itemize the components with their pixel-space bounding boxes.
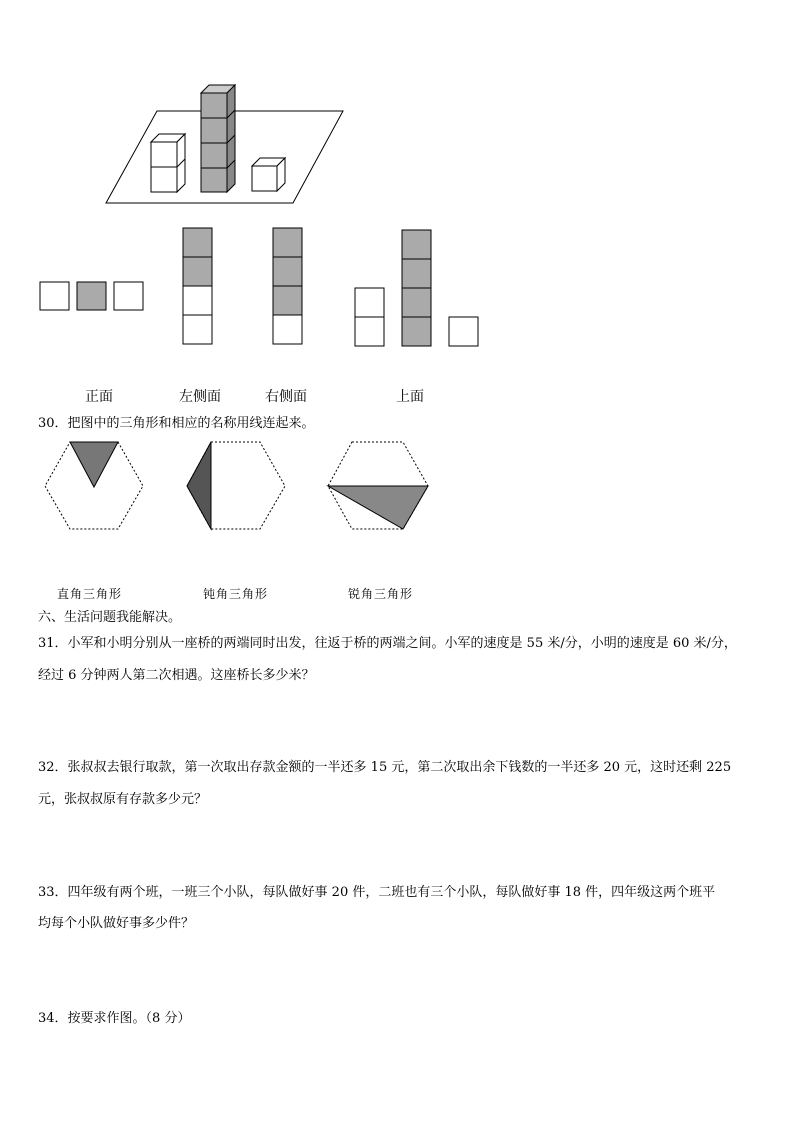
left-view-label: 左侧面 xyxy=(179,389,221,405)
top-view-label: 上面 xyxy=(396,389,424,405)
hexagon-figures xyxy=(0,0,794,560)
question-31-line2: 经过 6 分钟两人第二次相遇。这座桥长多少米？ xyxy=(38,668,315,683)
question-31-line1: 31．小军和小明分别从一座桥的两端同时出发，往返于桥的两端之间。小军的速度是 55 米/分，小明的速度是 60 米/分， xyxy=(38,636,737,651)
question-33-line2: 均每个小队做好事多少件？ xyxy=(38,916,195,931)
question-33-line1: 33．四年级有两个班，一班三个小队，每队做好事 20 件，二班也有三个小队，每队做好事 18 件，四年级这两个班平 xyxy=(38,885,716,900)
question-32-line1: 32．张叔叔去银行取款，第一次取出存款金额的一半还多 15 元，第二次取出余下钱数的一半还多 20 元，这时还剩 225 xyxy=(38,760,732,775)
triangle-acute xyxy=(70,442,118,487)
triangle-label-obtuse: 钝角三角形 xyxy=(203,587,269,601)
question-32-line2: 元，张叔叔原有存款多少元？ xyxy=(38,792,208,807)
triangle-label-right: 直角三角形 xyxy=(57,587,123,601)
triangle-right xyxy=(187,442,211,529)
triangle-obtuse xyxy=(328,486,428,529)
question-34: 34．按要求作图。（8 分） xyxy=(38,1011,191,1026)
question-30: 30．把图中的三角形和相应的名称用线连起来。 xyxy=(38,416,315,431)
section-6-heading: 六、生活问题我能解决。 xyxy=(38,610,182,625)
front-view-label: 正面 xyxy=(85,389,113,405)
right-view-label: 右侧面 xyxy=(265,389,307,405)
triangle-label-acute: 锐角三角形 xyxy=(348,587,414,601)
